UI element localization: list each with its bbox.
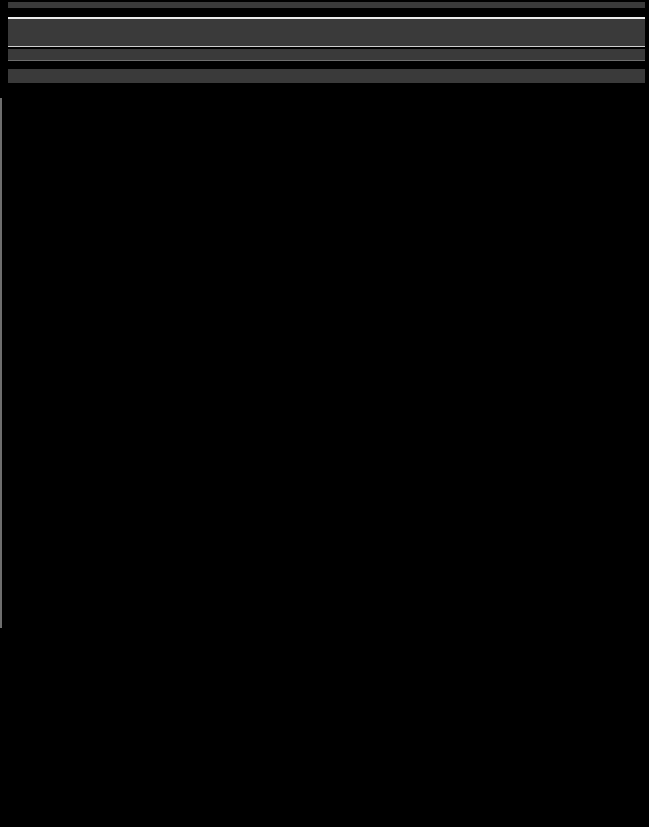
nutrition-label xyxy=(0,2,649,827)
divider-band xyxy=(0,8,649,17)
footnotes xyxy=(8,49,645,60)
ingredients-panel xyxy=(8,69,645,83)
table-header-row xyxy=(8,19,645,47)
label-edge-line xyxy=(0,98,2,628)
nutrition-table xyxy=(8,17,645,61)
